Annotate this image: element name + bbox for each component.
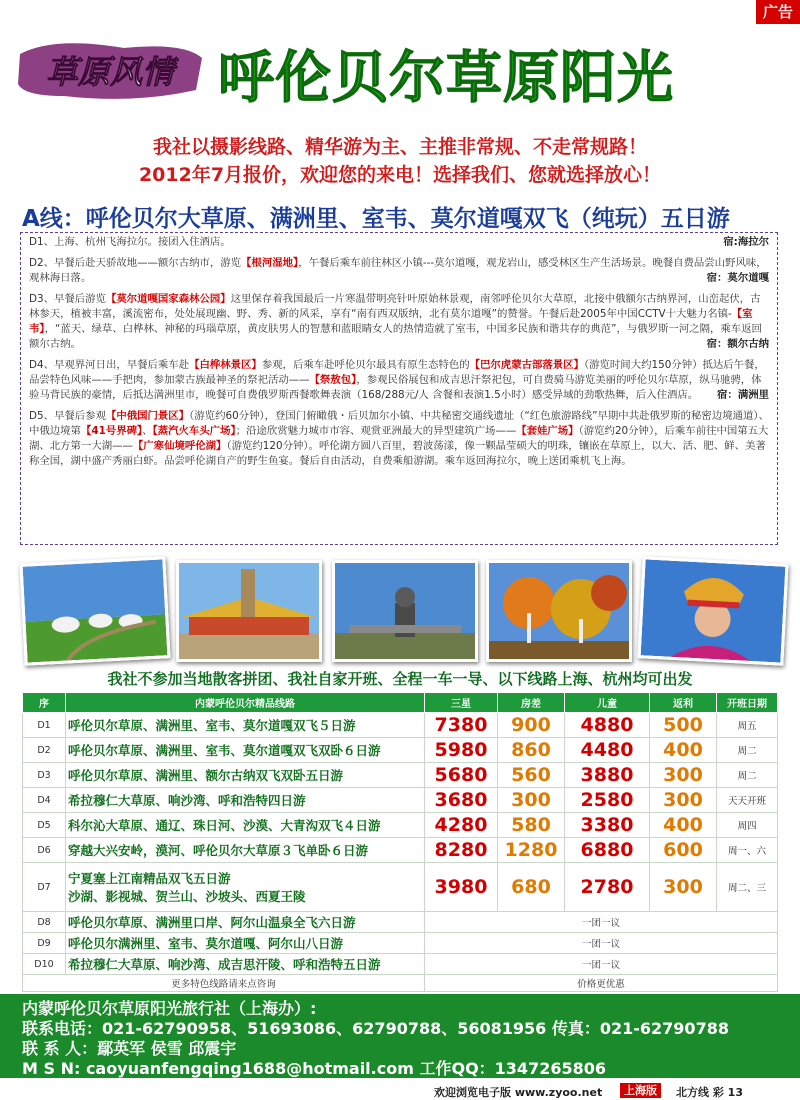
rebate: 300	[650, 763, 717, 788]
departure-day: 周二	[717, 763, 778, 788]
day-text: D2、早餐后赴天骄故地——额尔古纳市，游览	[29, 257, 242, 269]
day-text: 参观，后乘车赴呼伦贝尔最具有原生态特色的	[261, 359, 470, 371]
highlight: 【广寒仙境呼伦湖】	[132, 440, 227, 452]
table-row	[23, 912, 778, 933]
notice-text: 我社不参加当地散客拼团、我社自家开班、全程一车一导、以下线路上海、杭州均可出发	[107, 670, 693, 688]
route-name: 希拉穆仁大草原、响沙湾、成吉思汗陵、呼和浩特五日游	[66, 954, 425, 975]
child-price: 3880	[565, 763, 650, 788]
statue-monument-photo	[332, 560, 478, 662]
child-price: 6880	[565, 838, 650, 863]
room-diff: 300	[498, 788, 565, 813]
contact-person-line: 联 系 人：鄢英军 侯雪 邱震宇	[22, 1039, 237, 1058]
day-text: D1、上海、杭州飞海拉尔。接团入住酒店。	[29, 236, 231, 248]
child-price: 2580	[565, 788, 650, 813]
child-price: 2780	[565, 863, 650, 912]
msn-qq-line: M S N: caoyuanfengqing1688@hotmail.com 工作QQ：1347265806	[22, 1059, 606, 1078]
departure-day: 周二、三	[717, 863, 778, 912]
page-section-number: 北方线 彩 13	[676, 1086, 743, 1099]
day-text: 、	[142, 425, 153, 437]
highlight: 【白桦林景区】	[189, 359, 262, 371]
departure-day: 周四	[717, 813, 778, 838]
row-no: D9	[23, 933, 66, 954]
slogan-1: 我社以摄影线路、精华游为主、主推非常规、不走常规路！	[152, 136, 647, 158]
day-5	[29, 409, 769, 469]
table-row	[23, 813, 778, 838]
stay-label: 宿：满洲里	[717, 389, 769, 401]
price-3star: 7380	[425, 713, 498, 738]
price-3star: 8280	[425, 838, 498, 863]
more-routes-note: 更多特色线路请来点咨询	[23, 975, 425, 992]
table-row	[23, 713, 778, 738]
table-header	[23, 693, 778, 713]
row-no: D8	[23, 912, 66, 933]
highlight: 【莫尔道嘎国家森林公园】	[105, 293, 231, 305]
highlight: 【祭敖包】	[309, 374, 357, 386]
rebate: 300	[650, 863, 717, 912]
row-no: D2	[23, 738, 66, 763]
table-row	[23, 788, 778, 813]
row-no: D5	[23, 813, 66, 838]
col-header: 返利	[650, 693, 717, 713]
day-text: ，参观民俗展包和成吉思汗祭祀包，可自费骑马游览美丽的呼伦贝尔草原，纵马驰骋，体验马背民族的豪情，后抵达满洲里市，晚餐可自费俄罗斯西餐歌舞表演（168/288元/人 含餐和表演1.5小时）感受异域的劲歌热舞，后入住酒店。	[29, 374, 762, 401]
table-row	[23, 933, 778, 954]
rebate: 400	[650, 813, 717, 838]
table-row	[23, 954, 778, 975]
room-diff: 860	[498, 738, 565, 763]
highlight: 【蒸汽火车头广场】	[152, 425, 236, 437]
highlight: 【根河湿地】	[241, 257, 299, 269]
departure-day: 天天开班	[717, 788, 778, 813]
stay-label: 宿:海拉尔	[723, 236, 769, 248]
ebook-link[interactable]: 欢迎浏览电子版 www.zyoo.net	[434, 1086, 603, 1099]
route-name: 呼伦贝尔草原、满洲里、室韦、莫尔道嘎双飞双卧６日游	[66, 738, 425, 763]
rebate: 300	[650, 788, 717, 813]
itinerary-box	[20, 232, 778, 545]
table-row	[23, 738, 778, 763]
day-4	[29, 358, 769, 403]
day-text: D3、早餐后游览	[29, 293, 106, 305]
day-text: （游览约60分钟），登国门俯瞰俄・后贝加尔小镇、中共秘密交通线遗址（“红色旅游路线”早期中共赴俄罗斯的秘密边境通道）、中俄边境第	[29, 410, 769, 437]
logo	[14, 40, 206, 102]
highlight: 【室韦】	[29, 308, 753, 335]
price-3star: 3980	[425, 863, 498, 912]
route-name: 宁夏塞上江南精品双飞五日游	[68, 871, 231, 886]
row-no: D7	[23, 863, 66, 912]
departure-day: 周五	[717, 713, 778, 738]
stay-label: 宿：莫尔道嘎	[706, 272, 769, 284]
price-3star: 5680	[425, 763, 498, 788]
day-3	[29, 292, 769, 352]
col-header: 序	[23, 693, 66, 713]
col-header: 开班日期	[717, 693, 778, 713]
route-name: 希拉穆仁大草原、响沙湾、呼和浩特四日游	[66, 788, 425, 813]
slogan-2: 2012年7月报价，欢迎您的来电！选择我们、您就选择放心！	[138, 164, 662, 186]
day-text: ，“蓝天、绿草、白桦林、神秘的玛瑙草原，黄皮肤男人的智慧和蓝眼睛女人的热情造就了室韦，中国多民族和谐共存的典范”，与俄罗斯一河之隔，乘车返回额尔古纳。	[29, 323, 762, 350]
route-name: 科尔沁大草原、通辽、珠日河、沙漠、大青沟双飞４日游	[66, 813, 425, 838]
day-text: D4、早观界河日出，早餐后乘车赴	[29, 359, 190, 371]
day-text: 这里保存着我国最后一片寒温带明亮针叶原始林景观，南邻呼伦贝尔大草原，北接中俄额尔古纳界河，山峦起伏，古林参天，植被丰富，溪流密布，处处展现幽、野、秀、新的风采，享有“南有西双版纳，北有莫尔道嘎”的赞誉。午餐后赴2005年中国CCTV十大魅力名镇-	[29, 293, 761, 320]
row-no: D4	[23, 788, 66, 813]
phone-line: 联系电话：021-62790958、51693086、62790788、56081956 传真：021-62790788	[22, 1019, 729, 1038]
autumn-birch-photo	[486, 560, 632, 662]
highlight: 【套娃广场】	[516, 425, 579, 437]
better-price-note: 价格更优惠	[425, 975, 778, 992]
stay-label: 宿：额尔古纳	[706, 338, 769, 350]
child-price: 4880	[565, 713, 650, 738]
row-no: D1	[23, 713, 66, 738]
route-name-line-2: 沙湖、影视城、贺兰山、沙坡头、西夏王陵	[68, 889, 306, 904]
bottom-bar	[0, 1082, 800, 1100]
day-2	[29, 256, 769, 286]
departure-day: 周二	[717, 738, 778, 763]
price-negotiable: 一团一议	[425, 912, 778, 933]
day-text: （游览时间大约150分钟）抵达后午餐，品尝特色风味——手把肉，参加蒙古族最神圣的祭祀活动——	[29, 359, 765, 386]
table-row	[23, 863, 778, 912]
table-footer-row	[23, 975, 778, 992]
price-negotiable: 一团一议	[425, 933, 778, 954]
room-diff: 1280	[498, 838, 565, 863]
room-diff: 900	[498, 713, 565, 738]
room-diff: 580	[498, 813, 565, 838]
price-3star: 4280	[425, 813, 498, 838]
edition-badge: 上海版	[620, 1083, 661, 1098]
table-row	[23, 838, 778, 863]
photo-strip	[22, 560, 782, 660]
day-text: ；沿途欣赏魅力城市市容、观赏亚洲最大的异型建筑广场——	[235, 425, 517, 437]
contact-footer	[0, 994, 800, 1078]
col-header: 儿童	[565, 693, 650, 713]
price-negotiable: 一团一议	[425, 954, 778, 975]
rebate: 400	[650, 738, 717, 763]
day-text: （游览约120分钟）。呼伦湖方圆八百里，碧波荡漾，像一颗晶莹硕大的明珠，镶嵌在草原上，以大、活、肥、鲜、美著称全国，湖中盛产秀丽白虾。品尝呼伦湖自产的野生鱼宴。餐后自由活动，自费乘船游湖。乘车返回海拉尔，晚上送团乘机飞上海。	[29, 440, 766, 467]
day-text: ，午餐后乘车前往林区小镇---莫尔道嘎，观龙岩山，感受林区生产生活场景。晚餐自费品尝山野风味，观林海日落。	[29, 257, 767, 284]
day-text: （游览约20分钟），后乘车前往中国第五大湖、北方第一大湖——	[29, 425, 769, 452]
highlight: 【中俄国门景区】	[105, 410, 190, 422]
logo-text: 草原风情	[45, 53, 175, 91]
route-title: A线：呼伦贝尔大草原、满洲里、室韦、莫尔道嘎双飞（纯玩）五日游	[22, 206, 730, 232]
route-name: 呼伦贝尔满洲里、室韦、莫尔道嘎、阿尔山八日游	[66, 933, 425, 954]
highlight: 【巴尔虎蒙古部落景区】	[469, 359, 584, 371]
day-text: D5、早餐后参观	[29, 410, 106, 422]
row-no: D6	[23, 838, 66, 863]
mongolian-girl-photo	[637, 556, 788, 666]
route-name: 呼伦贝尔草原、满洲里口岸、阿尔山温泉全飞六日游	[66, 912, 425, 933]
price-table	[22, 692, 778, 992]
route-name: 穿越大兴安岭，漠河、呼伦贝尔大草原３飞单卧６日游	[66, 838, 425, 863]
price-3star: 5980	[425, 738, 498, 763]
rebate: 500	[650, 713, 717, 738]
col-header: 房差	[498, 693, 565, 713]
route-name: 呼伦贝尔草原、满洲里、室韦、莫尔道嘎双飞５日游	[66, 713, 425, 738]
highlight: 【41号界碑】	[80, 425, 143, 437]
yurt-grassland-photo	[19, 556, 170, 666]
col-header: 内蒙呼伦贝尔精品线路	[66, 693, 425, 713]
child-price: 3380	[565, 813, 650, 838]
col-header: 三星	[425, 693, 498, 713]
row-no: D10	[23, 954, 66, 975]
room-diff: 680	[498, 863, 565, 912]
agency-name: 内蒙呼伦贝尔草原阳光旅行社（上海办）:	[22, 999, 317, 1018]
ad-tag: 广告	[756, 0, 800, 24]
table-row	[23, 763, 778, 788]
rebate: 600	[650, 838, 717, 863]
departure-day: 周一、六	[717, 838, 778, 863]
temple-pagoda-photo	[176, 560, 322, 662]
child-price: 4480	[565, 738, 650, 763]
route-name-cell	[66, 863, 425, 912]
room-diff: 560	[498, 763, 565, 788]
day-1	[29, 235, 769, 250]
price-3star: 3680	[425, 788, 498, 813]
route-name: 呼伦贝尔草原、满洲里、额尔古纳双飞双卧五日游	[66, 763, 425, 788]
row-no: D3	[23, 763, 66, 788]
page-title: 呼伦贝尔草原阳光	[218, 46, 674, 111]
